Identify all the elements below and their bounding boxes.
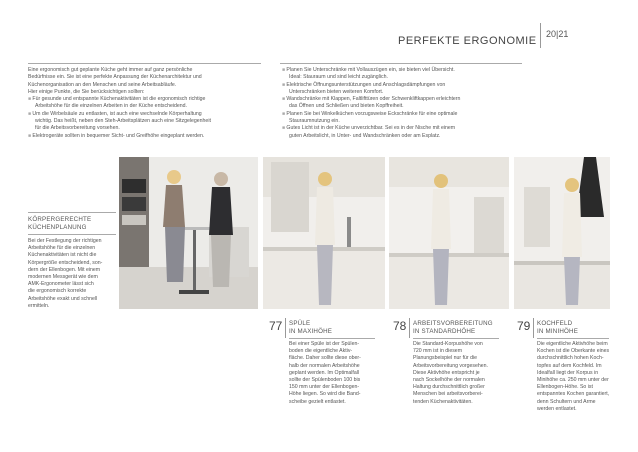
page-numbers: 20|21 bbox=[546, 29, 569, 39]
caption-number: 79 bbox=[517, 319, 531, 333]
intro-bullet: ■ Elektrogeräte sollten in bequemer Sicht- und Greifhöhe eingeplant werden. bbox=[28, 133, 268, 140]
planning-title: KÖRPERGERECHTE KÜCHENPLANUNG bbox=[28, 216, 92, 231]
right-bullet: ■ Planen Sie Unterschränke mit Vollauszügen ein, sie bieten viel Übersicht. Ideal: Stauraum und sind leicht zugänglich. bbox=[282, 67, 527, 82]
intro-text: Eine ergonomisch gut geplante Küche geht immer auf ganz persönliche Bedürfnisse ein. Sie ist eine perfekte Anpassung der Küchenarchitektur und Küchenorganisation an den Menschen und seine Arbeitsabläufe. Hier einige Punkte, die Sie berücksichtigen sollten: ■ Für gesunde und entspannte Küchenaktivitäten ist die ergonomisch richtige Arbeitshöhe für die einzelnen Arbeiten in der Küche entscheidend. ■ Um die Wirbelsäule zu entlasten, ist auch eine wechselnde Körperhaltung wichtig. Das heißt, neben den Steh-Arbeitsplätzen auch eine Sitzgelegenheit für die Arbeitsvorbereitung vorsehen. ■ Elektrogeräte sollten in bequemer Sicht- und Greifhöhe eingeplant werden. bbox=[28, 67, 268, 140]
right-bullet: ■ Gutes Licht ist in der Küche unverzichtbar. Sei es in der Nische mit einem guten Arbeitslicht, in Unter- und Wandschränken oder am Esplatz. bbox=[282, 125, 527, 140]
caption-title: KOCHFELD IN MINIHÖHE bbox=[537, 320, 579, 335]
planning-title-rule bbox=[28, 234, 116, 235]
intro-bullet: ■ Für gesunde und entspannte Küchenaktivitäten ist die ergonomisch richtige Arbeitshöhe für die einzelnen Arbeiten in der Küche entscheidend. bbox=[28, 96, 268, 111]
caption-title: SPÜLE IN MAXIHÖHE bbox=[289, 320, 333, 335]
right-bullet: ■ Elektrische Öffnungsunterstützungen und Anschlagsdämpfungen von Unterschränken bieten weiteren Komfort. bbox=[282, 82, 527, 97]
caption-body: Bei einer Spüle ist der Spülen- boden die eigentliche Aktiv- fläche. Daher sollte diese ober- halb der normalen Arbeitshöhe geplant werden. Im Optimalfall sollte der Spülenboden 100 bis 150 mm unter der Ellenbogen- Höhe liegen. So wird die Band- scheibe gezielt entlastet. bbox=[289, 341, 361, 405]
caption-title: ARBEITSVORBEREITUNG IN STANDARDHÖHE bbox=[413, 320, 493, 335]
photo-sink bbox=[263, 157, 385, 309]
page-divider bbox=[540, 23, 541, 48]
intro-rule bbox=[28, 63, 261, 64]
photo-ergonometer bbox=[119, 157, 258, 309]
caption-rule bbox=[413, 338, 499, 339]
right-bullet: ■ Planen Sie bei Winkelküchen vorzugsweise Eckschränke für eine optimale Stauraumnutzung ein. bbox=[282, 111, 527, 126]
caption-rule bbox=[537, 338, 609, 339]
caption-divider bbox=[409, 318, 410, 338]
planning-body: Bei der Festlegung der richtigen Arbeitshöhe für die einzelnen Küchenaktivitäten ist nicht die Körpergröße entscheidend, son- dern der Ellenbogen. Mit einem modernen Messgerät wie dem AMK-Ergonometer lässt sich die ergonomisch korrekte Arbeitshöhe exakt und schnell ermitteln. bbox=[28, 238, 103, 309]
caption-number: 77 bbox=[269, 319, 283, 333]
page-title: PERFEKTE ERGONOMIE bbox=[398, 35, 537, 47]
caption-divider bbox=[533, 318, 534, 338]
photo-prep bbox=[389, 157, 509, 309]
intro-bullet: ■ Um die Wirbelsäule zu entlasten, ist auch eine wechselnde Körperhaltung wichtig. Das heißt, neben den Steh-Arbeitsplätzen auch eine Sitzgelegenheit für die Arbeitsvorbereitung vorsehen. bbox=[28, 111, 268, 133]
caption-rule bbox=[289, 338, 375, 339]
right-bullet-list bbox=[282, 67, 527, 140]
caption-body: Die Standard-Korpushöhe von 720 mm ist in diesem Planungsbeispiel nur für die Arbeitsvorbereitung vorgesehen. Diese Aktivhöhe entspricht je nach Sockelhöhe der normalen Haltung durchschnittlich großer Menschen bei arbeitsvorberei- tenden Küchenaktivitäten. bbox=[413, 341, 488, 405]
photo-cooktop bbox=[514, 157, 610, 309]
caption-body: Die eigentliche Aktivhöhe beim Kochen ist die Oberkante eines durchschnittlich hohen Koch- topfes auf dem Kochfeld. Im Idealfall liegt der Korpus in Minihöhe ca. 250 mm unter der Ellenbogen-Höhe. So ist entspanntes Kochen garantiert, denn Schultern und Arme werden entlastet. bbox=[537, 341, 610, 412]
caption-divider bbox=[285, 318, 286, 338]
right-bullet: ■ Wandschränke mit Klappen, Faltlifttüren oder Schwenkliftkappen erleichtern das Öffnen und Schließen und bieten Kopffreiheit. bbox=[282, 96, 527, 111]
caption-number: 78 bbox=[393, 319, 407, 333]
bullets-rule bbox=[280, 63, 522, 64]
planning-rule bbox=[28, 212, 116, 213]
